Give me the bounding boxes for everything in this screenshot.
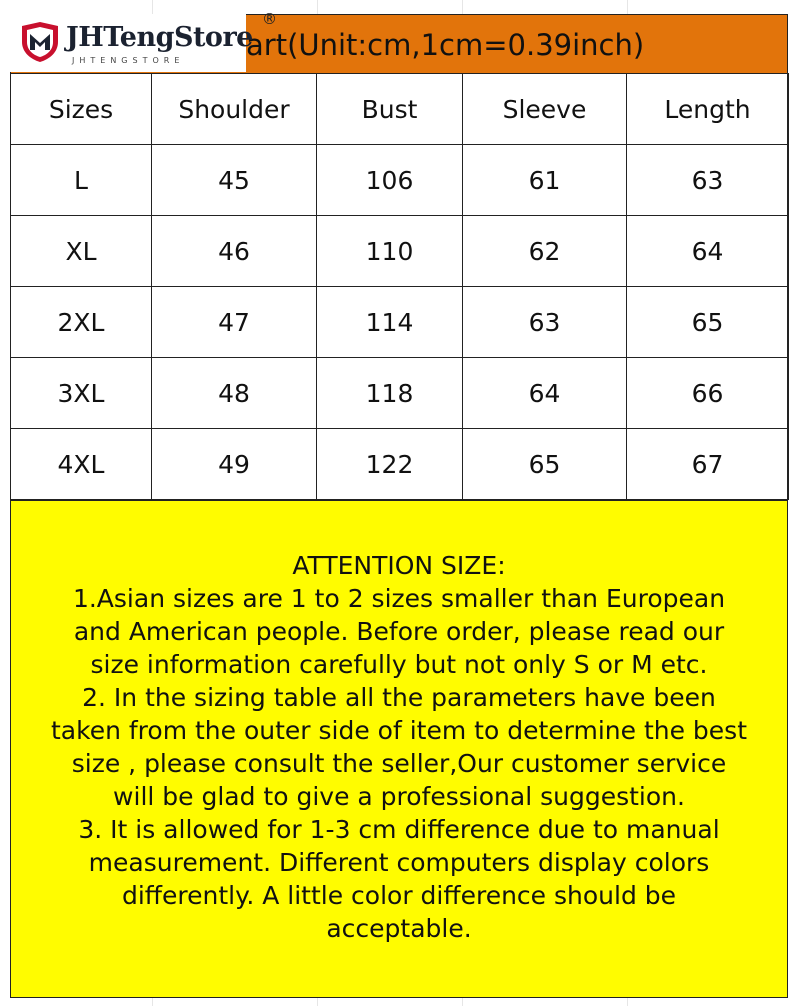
size-table bbox=[10, 73, 789, 500]
table-row bbox=[11, 358, 789, 429]
notice-heading: ATTENTION SIZE: bbox=[292, 551, 506, 580]
cell-size: 4XL bbox=[11, 429, 152, 500]
notice-line: taken from the outer side of item to determine the best bbox=[50, 716, 747, 745]
cell-length: 63 bbox=[627, 145, 789, 216]
cell-length: 66 bbox=[627, 358, 789, 429]
header-sleeve: Sleeve bbox=[463, 74, 627, 145]
cell-bust: 122 bbox=[317, 429, 463, 500]
cell-sleeve: 64 bbox=[463, 358, 627, 429]
table-row bbox=[11, 216, 789, 287]
cell-shoulder: 46 bbox=[152, 216, 317, 287]
cell-bust: 106 bbox=[317, 145, 463, 216]
notice-line: 2. In the sizing table all the parameters have been bbox=[82, 683, 716, 712]
cell-bust: 118 bbox=[317, 358, 463, 429]
cell-size: 2XL bbox=[11, 287, 152, 358]
cell-size: L bbox=[11, 145, 152, 216]
notice-line: size information carefully but not only S or M etc. bbox=[90, 650, 708, 679]
cell-length: 64 bbox=[627, 216, 789, 287]
notice-line: 3. It is allowed for 1-3 cm difference due to manual bbox=[78, 815, 720, 844]
table-row bbox=[11, 429, 789, 500]
cell-sleeve: 61 bbox=[463, 145, 627, 216]
cell-sleeve: 62 bbox=[463, 216, 627, 287]
table-row bbox=[11, 145, 789, 216]
logo-subtext: JHTENGSTORE bbox=[72, 56, 185, 65]
cell-length: 65 bbox=[627, 287, 789, 358]
header-sizes: Sizes bbox=[11, 74, 152, 145]
header-bust: Bust bbox=[317, 74, 463, 145]
shield-m-logo-icon bbox=[18, 20, 62, 64]
cell-size: XL bbox=[11, 216, 152, 287]
notice-line: will be glad to give a professional suggestion. bbox=[113, 782, 685, 811]
cell-bust: 110 bbox=[317, 216, 463, 287]
registered-mark: ® bbox=[262, 10, 277, 28]
cell-sleeve: 63 bbox=[463, 287, 627, 358]
cell-size: 3XL bbox=[11, 358, 152, 429]
notice-text bbox=[11, 549, 787, 945]
cell-sleeve: 65 bbox=[463, 429, 627, 500]
cell-bust: 114 bbox=[317, 287, 463, 358]
chart-title: art(Unit:cm,1cm=0.39inch) bbox=[246, 28, 645, 62]
notice-line: and American people. Before order, please read our bbox=[73, 617, 725, 646]
table-header-row bbox=[11, 74, 789, 145]
store-logo bbox=[10, 14, 253, 72]
cell-shoulder: 49 bbox=[152, 429, 317, 500]
cell-length: 67 bbox=[627, 429, 789, 500]
logo-name: JHTengStore bbox=[66, 22, 253, 53]
notice-line: size , please consult the seller,Our customer service bbox=[71, 749, 727, 778]
notice-line: differently. A little color difference should be bbox=[121, 881, 677, 910]
cell-shoulder: 47 bbox=[152, 287, 317, 358]
table-row bbox=[11, 287, 789, 358]
header-shoulder: Shoulder bbox=[152, 74, 317, 145]
cell-shoulder: 48 bbox=[152, 358, 317, 429]
header-length: Length bbox=[627, 74, 789, 145]
attention-notice bbox=[10, 500, 788, 998]
notice-line: measurement. Different computers display colors bbox=[88, 848, 710, 877]
notice-line: 1.Asian sizes are 1 to 2 sizes smaller than European bbox=[72, 584, 726, 613]
cell-shoulder: 45 bbox=[152, 145, 317, 216]
notice-line: acceptable. bbox=[326, 914, 472, 943]
